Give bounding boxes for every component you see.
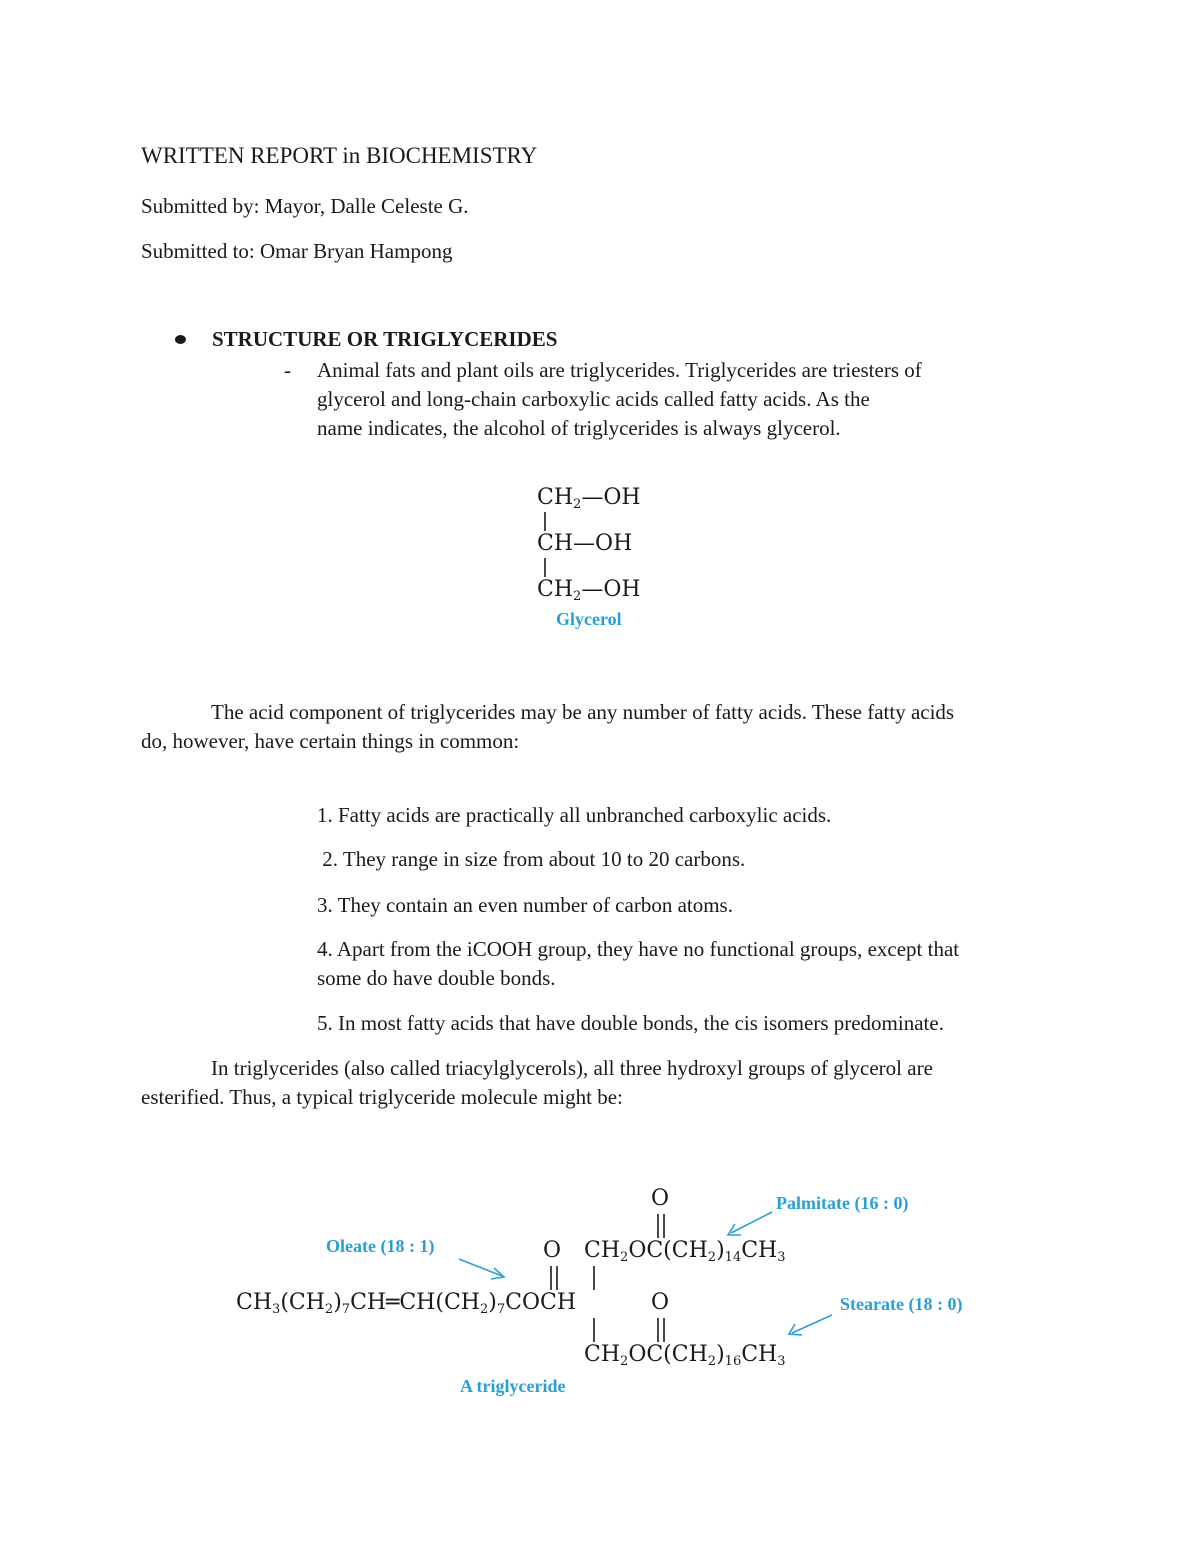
- section-line-2: glycerol and long-chain carboxylic acids called fatty acids. As the: [317, 387, 870, 411]
- list-item-4: 4. Apart from the iCOOH group, they have no functional groups, except that: [317, 937, 960, 961]
- stearate-label: Stearate (18 : 0): [840, 1294, 963, 1314]
- glycerol-row-2: CH—OH: [537, 531, 633, 556]
- section-heading: STRUCTURE OR TRIGLYCERIDES: [212, 327, 558, 351]
- page-title: WRITTEN REPORT in BIOCHEMISTRY: [141, 143, 538, 168]
- palmitate-arrow: [731, 1212, 772, 1233]
- triglyceride-caption: A triglyceride: [460, 1376, 566, 1396]
- triglyceride-row-mid: $CH_3(CH_2)_7CH═CH(CH_2)_7COCH$: [236, 1290, 577, 1317]
- carbonyl-o-right: O: [651, 1290, 670, 1315]
- list-item-4-cont: some do have double bonds.: [317, 966, 556, 990]
- submitted-to: Submitted to: Omar Bryan Hampong: [141, 239, 453, 263]
- dash-marker: -: [284, 358, 291, 382]
- list-item-1: 1. Fatty acids are practically all unbranched carboxylic acids.: [317, 803, 832, 827]
- stearate-arrow: [792, 1315, 832, 1333]
- para2-line-1: In triglycerides (also called triacylglycerols), all three hydroxyl groups of glycerol are: [211, 1056, 933, 1080]
- section-line-3: name indicates, the alcohol of triglycerides is always glycerol.: [317, 416, 841, 440]
- triglyceride-row-top: $CH_2OC(CH_2)_{14}CH_3$: [584, 1238, 786, 1265]
- para2-line-2: esterified. Thus, a typical triglyceride molecule might be:: [141, 1085, 623, 1109]
- carbonyl-o-mid: O: [543, 1238, 562, 1263]
- oleate-arrow: [459, 1259, 502, 1276]
- section-line-1: Animal fats and plant oils are triglycerides. Triglycerides are triesters of: [317, 358, 922, 382]
- list-item-2: 2. They range in size from about 10 to 20 carbons.: [317, 847, 746, 871]
- glycerol-row-3: $CH_2—OH$: [537, 577, 641, 604]
- list-item-5: 5. In most fatty acids that have double bonds, the cis isomers predominate.: [317, 1011, 944, 1035]
- glycerol-row-1: $CH_2—OH$: [537, 485, 641, 512]
- glycerol-label: Glycerol: [556, 609, 622, 629]
- submitted-by: Submitted by: Mayor, Dalle Celeste G.: [141, 194, 469, 218]
- list-item-3: 3. They contain an even number of carbon atoms.: [317, 893, 733, 917]
- oleate-label: Oleate (18 : 1): [326, 1236, 435, 1256]
- carbonyl-o-top: O: [651, 1186, 670, 1211]
- triglyceride-row-bot: $CH_2OC(CH_2)_{16}CH_3$: [584, 1342, 786, 1369]
- para1-line-1: The acid component of triglycerides may be any number of fatty acids. These fatty acids: [211, 700, 955, 724]
- palmitate-label: Palmitate (16 : 0): [776, 1193, 909, 1213]
- para1-line-2: do, however, have certain things in common:: [141, 729, 520, 753]
